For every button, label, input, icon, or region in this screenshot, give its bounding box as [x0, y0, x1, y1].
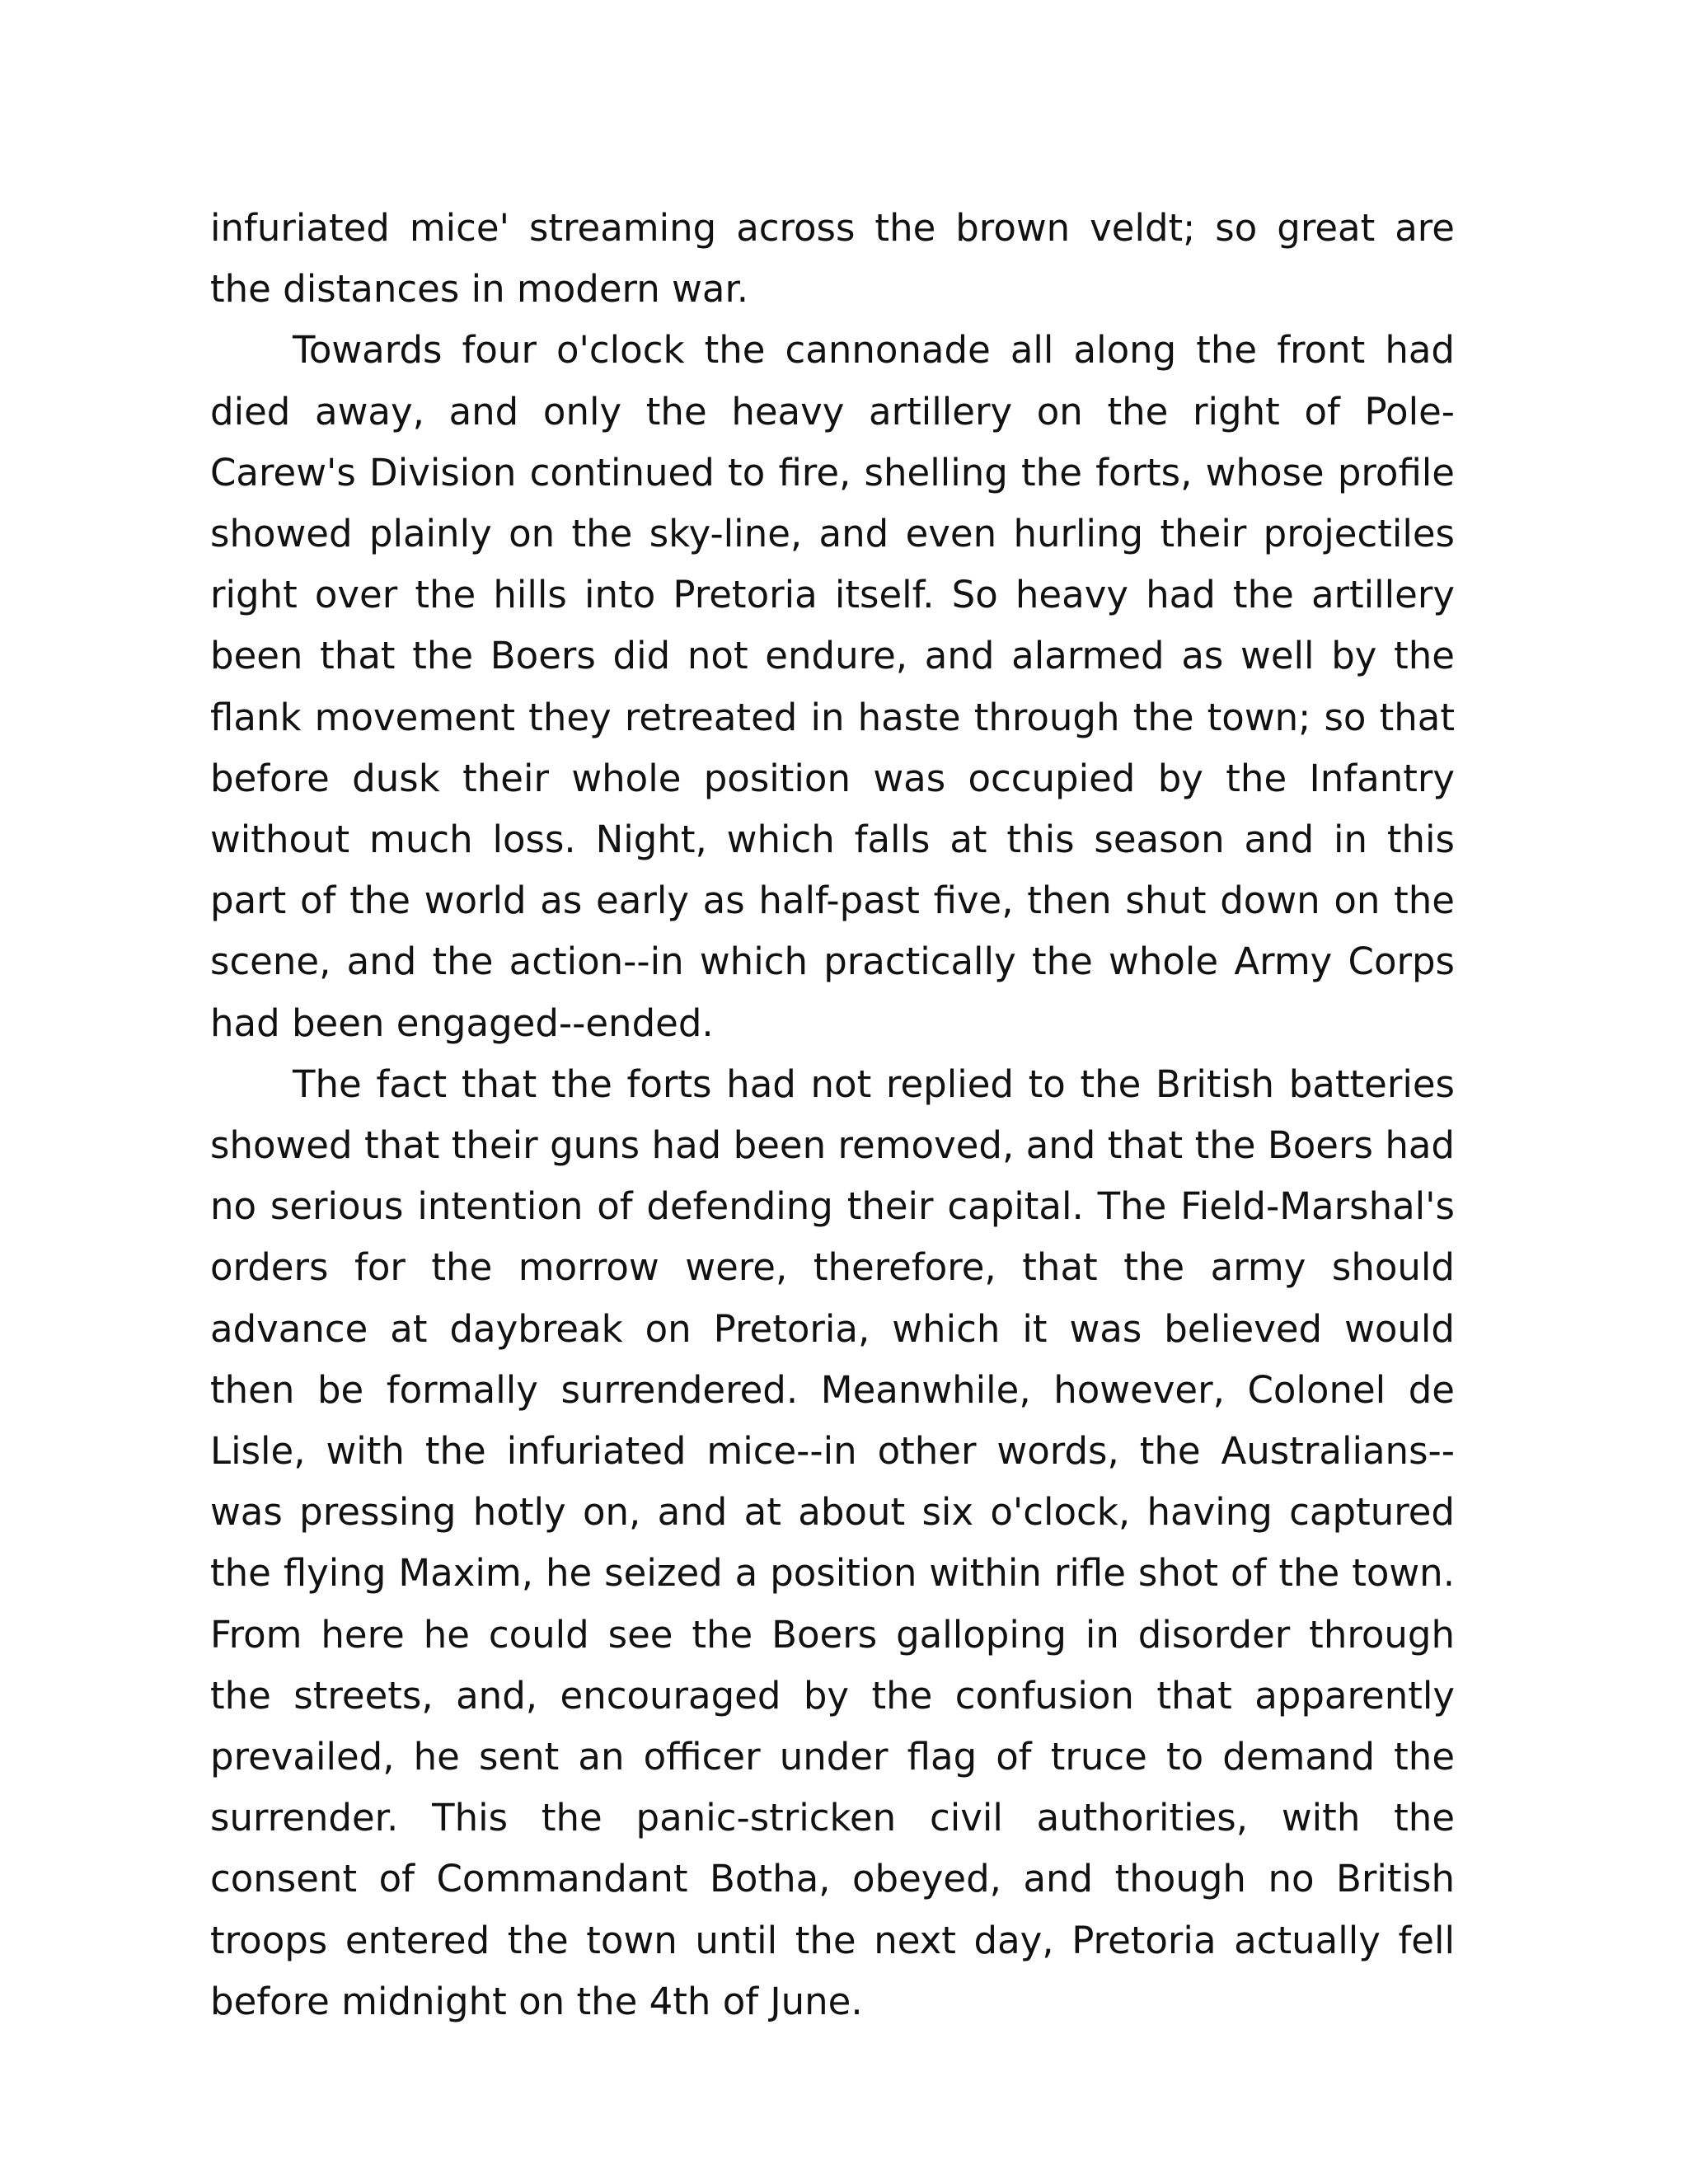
paragraph-surrender: The fact that the forts had not replied to the British batteries showed that their guns had been removed, and that the Boers had no serious intention of defending their capital. The Field-Marshal's orders for the morrow were, therefore, that the army should advance at daybreak on Pretoria, which it was believed would then be formally surrendered. Meanwhile, however, Colonel de Lisle, with the infuriated mice--in other words, the Australians--was pressing hotly on, and at about six o'clock, having captured the flying Maxim, he seized a position within rifle shot of the town. From here he could see the Boers galloping in disorder through the streets, and, encouraged by the confusion that apparently prevailed, he sent an officer under flag of truce to demand the surrender. This the panic-stricken civil authorities, with the consent of Commandant Botha, obeyed, and though no British troops entered the town until the next day, Pretoria actually fell before midnight on the 4th of June. [210, 1062, 1455, 2023]
body-text [210, 198, 1455, 2032]
paragraph-cannonade: Towards four o'clock the cannonade all along the front had died away, and only the heavy artillery on the right of Pole-Carew's Division continued to fire, shelling the forts, whose profile showed plainly on the sky-line, and even hurling their projectiles right over the hills into Pretoria itself. So heavy had the artillery been that the Boers did not endure, and alarmed as well by the flank movement they retreated in haste through the town; so that before dusk their whole position was occupied by the Infantry without much loss. Night, which falls at this season and in this part of the world as early as half-past five, then shut down on the scene, and the action--in which practically the whole Army Corps had been engaged--ended. [210, 328, 1455, 1045]
paragraph-continuation: infuriated mice' streaming across the brown veldt; so great are the distances in modern war. [210, 206, 1455, 312]
